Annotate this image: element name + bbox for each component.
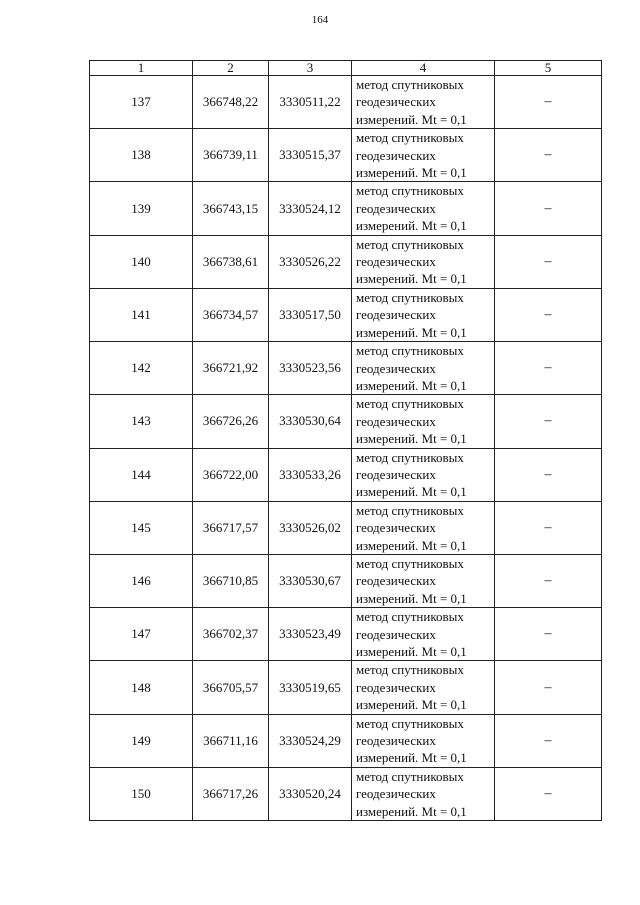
y-coordinate-cell: 3330526,02 [269,501,352,554]
column-header-y: 3 [269,61,352,76]
method-line-1: метод спутниковых [356,768,464,784]
y-coordinate-cell: 3330520,24 [269,767,352,820]
method-cell [352,342,495,395]
x-coordinate-cell: 366705,57 [193,661,269,714]
x-coordinate-cell: 366711,16 [193,714,269,767]
table-body [90,76,602,821]
method-line-2: геодезических [356,679,436,695]
method-line-2: геодезических [356,200,436,216]
point-number-cell: 144 [90,448,193,501]
x-coordinate-cell: 366738,61 [193,235,269,288]
point-number-cell: 138 [90,129,193,182]
table-row [90,235,602,288]
method-cell [352,767,495,820]
description-cell: – [495,714,602,767]
x-coordinate-cell: 366748,22 [193,76,269,129]
table-row [90,288,602,341]
description-cell: – [495,554,602,607]
method-line-1: метод спутниковых [356,715,464,731]
method-line-2: геодезических [356,520,436,536]
column-header-method: 4 [352,61,495,76]
method-line-3: измерений. Mt = 0,1 [356,271,467,287]
method-cell [352,714,495,767]
method-line-3: измерений. Mt = 0,1 [356,377,467,393]
y-coordinate-cell: 3330523,56 [269,342,352,395]
method-cell [352,448,495,501]
method-line-2: геодезических [356,466,436,482]
x-coordinate-cell: 366734,57 [193,288,269,341]
point-number-cell: 150 [90,767,193,820]
y-coordinate-cell: 3330523,49 [269,608,352,661]
method-line-3: измерений. Mt = 0,1 [356,750,467,766]
description-cell: – [495,235,602,288]
x-coordinate-cell: 366726,26 [193,395,269,448]
table-row [90,714,602,767]
table-row [90,182,602,235]
method-line-2: геодезических [356,413,436,429]
coordinates-table [89,60,602,821]
y-coordinate-cell: 3330511,22 [269,76,352,129]
method-line-2: геодезических [356,733,436,749]
method-line-2: геодезических [356,573,436,589]
method-line-1: метод спутниковых [356,183,464,199]
column-header-description: 5 [495,61,602,76]
method-line-2: геодезических [356,626,436,642]
table-row [90,501,602,554]
y-coordinate-cell: 3330524,29 [269,714,352,767]
description-cell: – [495,661,602,714]
table-row [90,76,602,129]
x-coordinate-cell: 366739,11 [193,129,269,182]
point-number-cell: 143 [90,395,193,448]
method-line-1: метод спутниковых [356,77,464,92]
point-number-cell: 148 [90,661,193,714]
method-line-2: геодезических [356,786,436,802]
description-cell: – [495,288,602,341]
method-line-3: измерений. Mt = 0,1 [356,803,467,819]
point-number-cell: 147 [90,608,193,661]
point-number-cell: 142 [90,342,193,395]
description-cell: – [495,767,602,820]
method-line-3: измерений. Mt = 0,1 [356,484,467,500]
table-row [90,554,602,607]
table-row [90,395,602,448]
description-cell: – [495,342,602,395]
y-coordinate-cell: 3330515,37 [269,129,352,182]
table-header-row [90,61,602,76]
description-cell: – [495,182,602,235]
x-coordinate-cell: 366710,85 [193,554,269,607]
y-coordinate-cell: 3330530,67 [269,554,352,607]
column-header-point-number: 1 [90,61,193,76]
description-cell: – [495,76,602,129]
method-line-1: метод спутниковых [356,449,464,465]
method-line-2: геодезических [356,360,436,376]
method-line-3: измерений. Mt = 0,1 [356,590,467,606]
method-line-1: метод спутниковых [356,289,464,305]
y-coordinate-cell: 3330533,26 [269,448,352,501]
method-line-3: измерений. Mt = 0,1 [356,324,467,340]
method-line-1: метод спутниковых [356,343,464,359]
point-number-cell: 141 [90,288,193,341]
x-coordinate-cell: 366743,15 [193,182,269,235]
table-row [90,129,602,182]
method-line-1: метод спутниковых [356,236,464,252]
description-cell: – [495,395,602,448]
point-number-cell: 146 [90,554,193,607]
point-number-cell: 140 [90,235,193,288]
y-coordinate-cell: 3330517,50 [269,288,352,341]
method-cell [352,76,495,129]
description-cell: – [495,448,602,501]
y-coordinate-cell: 3330524,12 [269,182,352,235]
method-cell [352,661,495,714]
method-cell [352,501,495,554]
method-cell [352,235,495,288]
method-line-2: геодезических [356,307,436,323]
method-line-3: измерений. Mt = 0,1 [356,697,467,713]
x-coordinate-cell: 366717,26 [193,767,269,820]
x-coordinate-cell: 366722,00 [193,448,269,501]
method-line-3: измерений. Mt = 0,1 [356,218,467,234]
point-number-cell: 145 [90,501,193,554]
y-coordinate-cell: 3330519,65 [269,661,352,714]
y-coordinate-cell: 3330526,22 [269,235,352,288]
table-row [90,608,602,661]
method-line-3: измерений. Mt = 0,1 [356,644,467,659]
y-coordinate-cell: 3330530,64 [269,395,352,448]
description-cell: – [495,129,602,182]
description-cell: – [495,501,602,554]
method-line-1: метод спутниковых [356,662,464,678]
page-number: 164 [311,14,329,26]
method-cell [352,554,495,607]
method-line-3: измерений. Mt = 0,1 [356,431,467,447]
method-cell [352,182,495,235]
method-cell [352,608,495,661]
table-row [90,448,602,501]
table-row [90,342,602,395]
table-row [90,661,602,714]
point-number-cell: 149 [90,714,193,767]
method-line-2: геодезических [356,147,436,163]
point-number-cell: 139 [90,182,193,235]
method-line-2: геодезических [356,94,436,110]
method-line-1: метод спутниковых [356,609,464,625]
method-line-2: геодезических [356,254,436,270]
description-cell: – [495,608,602,661]
table-row [90,767,602,820]
method-cell [352,129,495,182]
x-coordinate-cell: 366717,57 [193,501,269,554]
x-coordinate-cell: 366721,92 [193,342,269,395]
method-line-3: измерений. Mt = 0,1 [356,537,467,553]
method-line-3: измерений. Mt = 0,1 [356,111,467,127]
point-number-cell: 137 [90,76,193,129]
x-coordinate-cell: 366702,37 [193,608,269,661]
method-cell [352,288,495,341]
method-line-3: измерений. Mt = 0,1 [356,165,467,181]
method-line-1: метод спутниковых [356,396,464,412]
method-line-1: метод спутниковых [356,130,464,146]
method-cell [352,395,495,448]
column-header-x: 2 [193,61,269,76]
method-line-1: метод спутниковых [356,502,464,518]
method-line-1: метод спутниковых [356,555,464,571]
